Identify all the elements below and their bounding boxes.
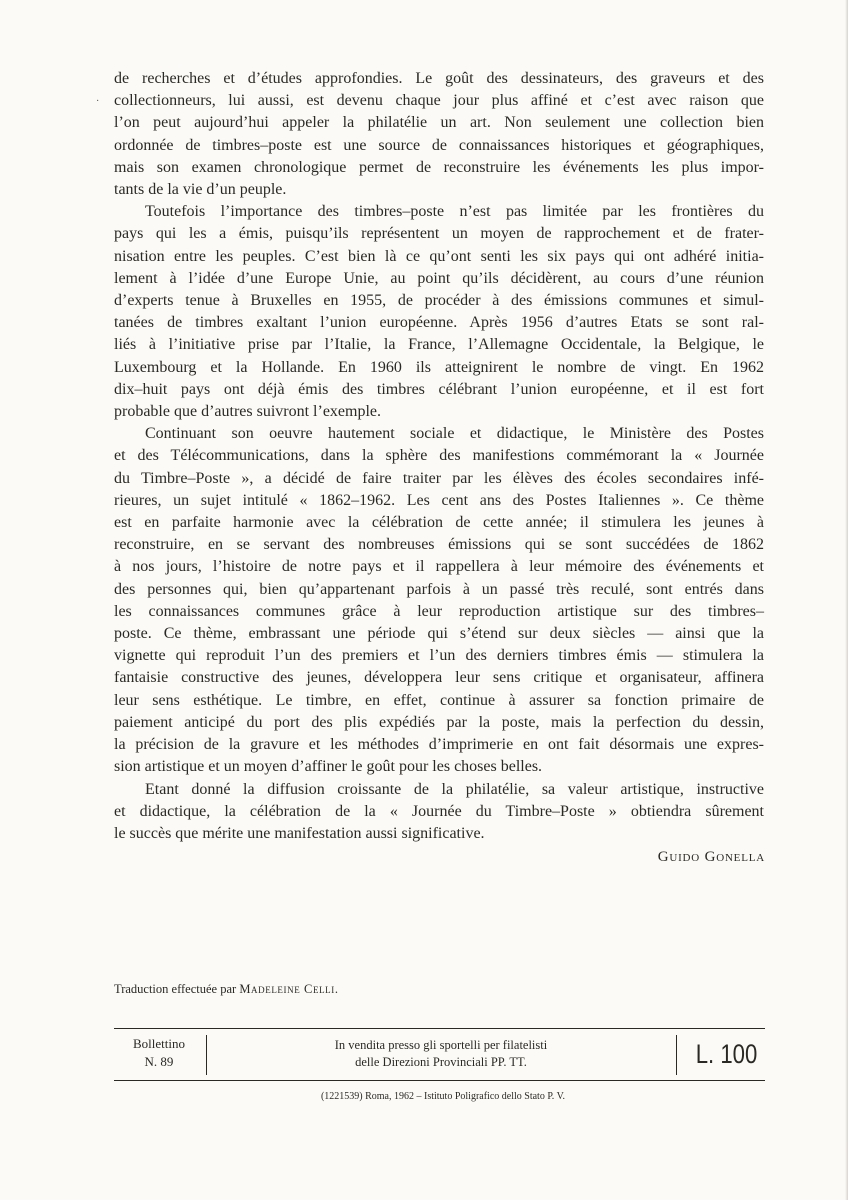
text-line: ordonnée de timbres–poste est une source de connaissances historiques et géographiques, bbox=[114, 136, 764, 154]
paragraph bbox=[114, 68, 764, 201]
bulletin-number: N. 89 bbox=[144, 1054, 174, 1069]
text-line: les connaissances communes grâce à leur reproduction artistique sur des timbres– bbox=[114, 602, 764, 620]
divider-right bbox=[676, 1035, 677, 1075]
text-line: du Timbre–Poste », a décidé de faire traiter par les élèves des écoles secondaires infé- bbox=[114, 469, 764, 487]
text-line: et didactique, la célébration de la « Journée du Timbre–Poste » obtiendra sûrement bbox=[114, 802, 764, 820]
text-line: sion artistique et un moyen d’affiner le goût pour les choses belles. bbox=[114, 758, 543, 776]
text-line: liés à l’initiative prise par l’Italie, la France, l’Allemagne Occidentale, la Belgique, le bbox=[114, 336, 764, 354]
text-line: collectionneurs, lui aussi, est devenu chaque jour plus affiné et c’est avec raison que bbox=[114, 92, 764, 110]
text-line: d’experts tenue à Bruxelles en 1955, de procéder à des émissions communes et simul- bbox=[114, 292, 764, 310]
text-line: rieures, un sujet intitulé « 1862–1962. Les cent ans des Postes Italiennes ». Ce thème bbox=[114, 491, 764, 509]
sale-line-2: delle Direzioni Provinciali PP. TT. bbox=[355, 1055, 527, 1069]
text-line: pays qui les a émis, puisqu’ils représentent un moyen de rapprochement et de frater- bbox=[114, 225, 764, 243]
printer-imprint: (1221539) Roma, 1962 – Istituto Poligrafico dello Stato P. V. bbox=[320, 1091, 566, 1102]
text-line: et des Télécommunications, dans la sphère des manifestions commémorant la « Journée bbox=[114, 447, 764, 465]
author-signature: Guido Gonella bbox=[657, 849, 765, 865]
sale-line-1: In vendita presso gli sportelli per filatelisti bbox=[334, 1038, 548, 1052]
text-line: l’on peut aujourd’hui appeler la philatélie un art. Non seulement une collection bien bbox=[114, 114, 764, 132]
text-line: Etant donné la diffusion croissante de la philatélie, sa valeur artistique, instructive bbox=[145, 780, 764, 798]
text-line: paiement anticipé du port des plis expédiés par la poste, mais la perfection du dessin, bbox=[114, 713, 764, 731]
paragraph bbox=[114, 201, 764, 423]
text-line: à nos jours, l’histoire de notre pays et il rappellera à leur mémoire des événements et bbox=[114, 558, 764, 576]
sales-info-box bbox=[114, 1028, 765, 1081]
stray-dot: · bbox=[96, 96, 100, 107]
text-line: Luxembourg et la Hollande. En 1960 ils atteignirent le nombre de vingt. En 1962 bbox=[114, 358, 764, 376]
bulletin-cell bbox=[114, 1035, 204, 1075]
sale-info-cell bbox=[208, 1037, 674, 1071]
bulletin-label: Bollettino bbox=[133, 1036, 185, 1051]
text-line: le succès que mérite une manifestation aussi significative. bbox=[114, 824, 485, 842]
text-line: probable que d’autres suivront l’exemple. bbox=[114, 403, 382, 421]
paragraph bbox=[114, 779, 764, 846]
text-line: est en parfaite harmonie avec la célébration de cette année; il stimulera les jeunes à bbox=[114, 514, 764, 532]
translation-prefix: Traduction effectuée par bbox=[114, 982, 237, 996]
text-line: poste. Ce thème, embrassant une période qui s’étend sur deux siècles — ainsi que la bbox=[114, 625, 764, 643]
translator-name: Madeleine Celli. bbox=[239, 982, 339, 996]
text-line: fantaisie constructive des jeunes, développera leur sens critique et organisateur, affinera bbox=[114, 669, 764, 687]
text-line: lement à l’idée d’une Europe Unie, au point qu’ils décidèrent, au cours d’une réunion bbox=[114, 269, 764, 287]
translation-credit bbox=[114, 982, 339, 997]
text-line: dix–huit pays ont déjà émis des timbres célébrant l’union européenne, et il est fort bbox=[114, 380, 764, 398]
text-line: nisation entre les peuples. C’est bien là ce qu’ont senti les six pays qui ont adhéré initia- bbox=[114, 247, 764, 265]
text-line: reconstruire, en se servant des nombreuses émissions qui se sont succédées de 1862 bbox=[114, 536, 764, 554]
divider-left bbox=[206, 1035, 207, 1075]
text-line: tanées de timbres exaltant l’union européenne. Après 1956 d’autres Etats se sont ral- bbox=[114, 314, 764, 332]
article-body bbox=[114, 68, 764, 845]
text-line: Continuant son oeuvre hautement sociale et didactique, le Ministère des Postes bbox=[145, 425, 764, 443]
text-line: Toutefois l’importance des timbres–poste n’est pas limitée par les frontières du bbox=[145, 203, 764, 221]
price-label: L. 100 bbox=[695, 1039, 758, 1069]
text-line: la précision de la gravure et les méthodes d’imprimerie en ont fait désormais une expres- bbox=[114, 736, 764, 754]
text-line: de recherches et d’études approfondies. Le goût des dessinateurs, des graveurs et des bbox=[114, 70, 764, 87]
text-line: tants de la vie d’un peuple. bbox=[114, 181, 287, 199]
text-line: des personnes qui, bien qu’appartenant parfois à un passé très reculé, sont entrés dans bbox=[114, 580, 764, 598]
text-line: leur sens esthétique. Le timbre, en effet, continue à assurer sa fonction primaire de bbox=[114, 691, 764, 709]
text-line: vignette qui reproduit l’un des premiers et l’un des derniers timbres émis — stimulera la bbox=[114, 647, 764, 665]
text-line: mais son examen chronologique permet de reconstruire les événements les plus impor- bbox=[114, 158, 764, 176]
paragraph bbox=[114, 423, 764, 778]
